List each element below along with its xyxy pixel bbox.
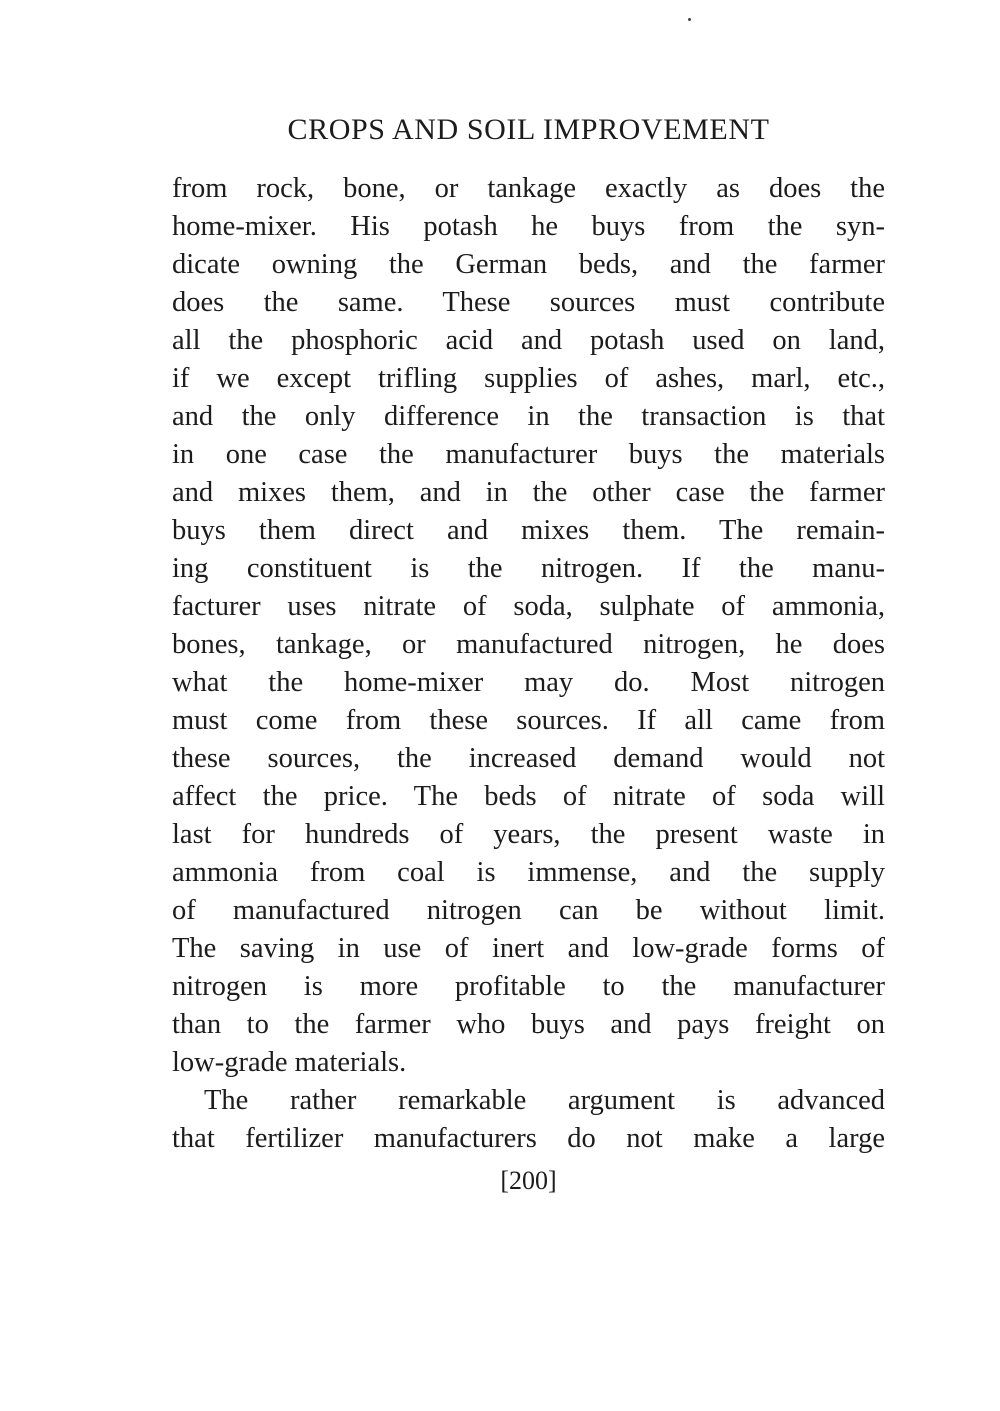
text-line: affect the price. The beds of nitrate of soda will <box>172 781 885 812</box>
running-header: CROPS AND SOIL IMPROVEMENT <box>287 113 770 146</box>
text-line: if we except trifling supplies of ashes, marl, etc., <box>172 363 885 394</box>
text-line: and the only difference in the transaction is that <box>172 401 885 432</box>
text-line: dicate owning the German beds, and the farmer <box>172 249 885 280</box>
text-line: than to the farmer who buys and pays freight on <box>172 1009 885 1040</box>
text-line: what the home-mixer may do. Most nitrogen <box>172 667 885 698</box>
text-line: ing constituent is the nitrogen. If the manu- <box>172 553 885 584</box>
text-line: of manufactured nitrogen can be without limit. <box>172 895 885 926</box>
text-line: these sources, the increased demand would not <box>172 743 885 774</box>
text-line: nitrogen is more profitable to the manufacturer <box>172 971 885 1002</box>
text-line: in one case the manufacturer buys the materials <box>172 439 885 470</box>
text-line: must come from these sources. If all came from <box>172 705 885 736</box>
paragraph-start-line: The rather remarkable argument is advanced <box>204 1085 885 1116</box>
page-number: [200] <box>500 1166 557 1195</box>
text-line: bones, tankage, or manufactured nitrogen, he does <box>172 629 885 660</box>
text-line: home-mixer. His potash he buys from the syn- <box>172 211 885 242</box>
paragraph-end-line: low-grade materials. <box>172 1047 407 1078</box>
text-line: does the same. These sources must contribute <box>172 287 885 318</box>
text-line: facturer uses nitrate of soda, sulphate of ammonia, <box>172 591 885 622</box>
text-line: all the phosphoric acid and potash used on land, <box>172 325 885 356</box>
text-line: that fertilizer manufacturers do not make a large <box>172 1123 885 1154</box>
scan-speck <box>688 18 691 21</box>
text-line: last for hundreds of years, the present waste in <box>172 819 885 850</box>
text-line: The saving in use of inert and low-grade forms of <box>172 933 885 964</box>
text-line: ammonia from coal is immense, and the supply <box>172 857 885 888</box>
text-line: from rock, bone, or tankage exactly as does the <box>172 173 885 204</box>
text-line: buys them direct and mixes them. The remain- <box>172 515 885 546</box>
text-line: and mixes them, and in the other case the farmer <box>172 477 885 508</box>
body-text <box>172 170 885 1158</box>
